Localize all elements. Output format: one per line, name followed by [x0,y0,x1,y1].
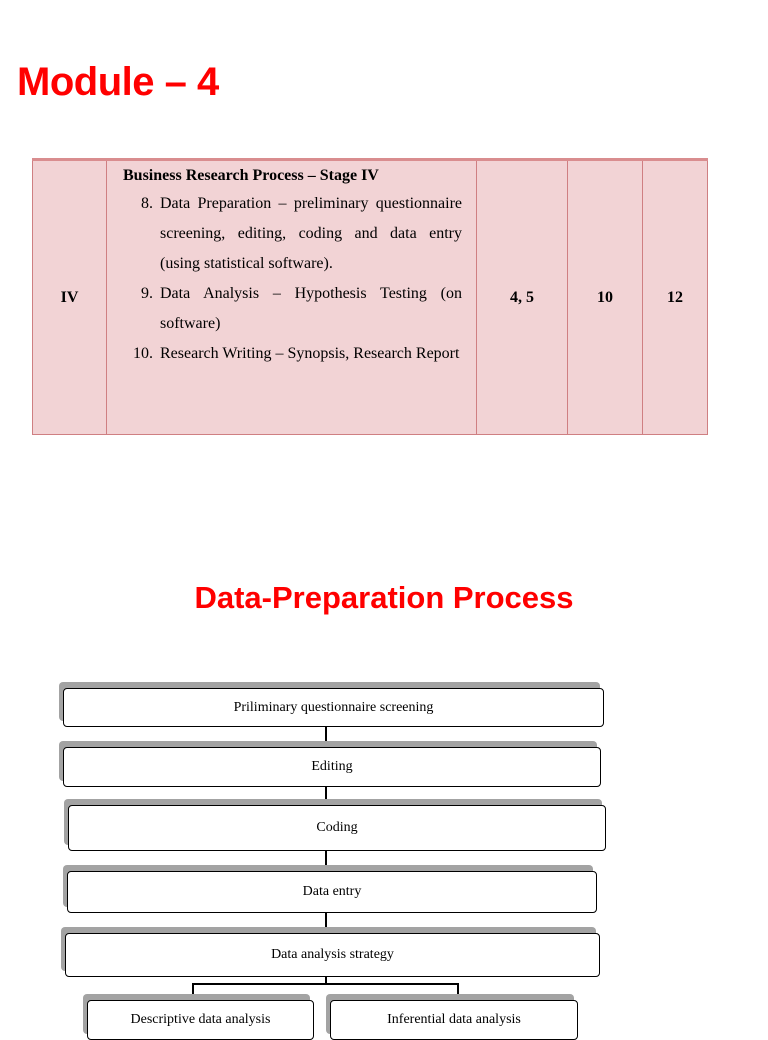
flow-branch-descriptive [87,1000,314,1040]
connector-line [325,850,327,872]
flow-step-screening [63,688,604,727]
flow-step-label: Priliminary questionnaire screening [233,699,434,715]
section-title: Data-Preparation Process [194,580,574,615]
module-title: Module – 4 [17,60,219,104]
stage-heading: Business Research Process – Stage IV [123,167,379,184]
flow-step-editing [63,747,601,787]
chapters-cell: 4, 5 [477,160,568,435]
connector-line [325,726,327,748]
connector-line [192,983,194,1001]
connector-line [325,786,327,806]
branch-line [192,983,458,985]
flow-branch-inferential [330,1000,578,1040]
unit-cell: IV [33,160,107,435]
flow-step-data-entry [67,871,597,913]
topic-text: Data Analysis – Hypothesis Testing (on software) [160,285,462,332]
flow-step-label: Data analysis strategy [271,947,394,962]
flow-step-label: Inferential data analysis [387,1012,521,1027]
topic-text: Data Preparation – preliminary questionnaire screening, editing, coding and data entry (using statistical software). [160,195,462,272]
topic-text: Research Writing – Synopsis, Research Report [160,345,460,362]
flow-step-analysis-strategy [65,933,600,977]
topic-number: 10. [133,345,153,362]
flow-step-label: Descriptive data analysis [130,1012,271,1027]
hours-cell: 10 [568,160,643,435]
connector-line [325,912,327,934]
flow-step-label: Data entry [302,884,362,899]
flow-step-label: Editing [311,759,353,774]
topic-number: 8. [141,195,153,212]
marks-cell: 12 [643,160,708,435]
flow-step-label: Coding [316,820,358,835]
connector-line [457,983,459,1001]
topic-number: 9. [141,285,153,302]
flow-step-coding [68,805,606,851]
